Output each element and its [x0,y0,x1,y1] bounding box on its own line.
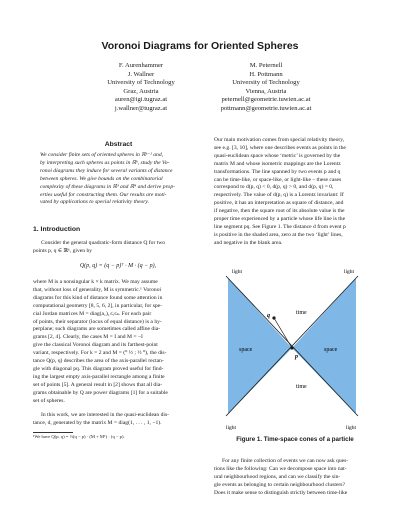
text-line: of points, their separator (locus of equal distance) is a hy- [33,318,162,325]
text-line: set of spheres. [33,397,65,404]
author-email: pottmann@geometrie.tuwien.ac.at [220,104,312,112]
text-line: line segment pq. See Figure 1. The distance d from event p [214,223,346,230]
point-p-marker [290,346,293,349]
text-line: variant, respectively. For k = 2 and M = (⁰ ½ ; ½ ⁰), the dis- [33,350,167,357]
text-line: Does it make sense to distinguish strictly between time-like [214,489,348,496]
text-line: diagrams for this kind of distance found some attention in [33,294,163,301]
text-line: For any finite collection of events we can now ask ques- [222,458,349,464]
text-line: transformations. The line spanned by two events p and q [214,168,341,175]
text-line: Our main motivation comes from special relativity theory, [214,137,345,143]
text-line: tance, d, generated by the matrix M = diag(1, . . . , 1, −1). [33,419,162,426]
abstract-line: complexity of these diagrams in ℝ³ and ℝ⁴ and derive prop- [40,183,176,190]
text-line: grams [2, 4]. Clearly, the cases M = I and M = −I [33,334,143,341]
space-label: space [239,347,253,353]
time-label: time [296,310,307,316]
text-line: gle with diagonal pq. This diagram proved useful for find- [33,365,164,372]
text-line: cial Jordan matrices M = diag(a₁)₁≤ᵢ≤ₖ. For each pair [33,310,152,317]
abstract-line: between spheres. We give bounds on the combinatorial [40,175,163,182]
time-label: time [296,384,307,390]
abstract-text [40,152,200,207]
author-affiliation: University of Technology [232,79,300,86]
author-city: Graz, Austria [123,87,159,95]
text-line: positive, it has an interpretation as square of distance, and [214,200,344,207]
abstract-line: by interpreting such spheres as points in ℝᵏ, study the Vo- [40,159,170,166]
light-label: light [232,269,243,275]
text-line: respectively. The value of d(p, q) is a Lorentz invariant: If [214,192,344,199]
text-line: Consider the general quadratic-form distance Q for two [41,240,166,246]
point-q-marker [272,316,275,319]
abstract-line: We consider finite sets of oriented spheres in ℝᵏ⁻¹ and, [40,152,164,158]
equation: Q(p, q) = (q − p)ᵀ · M · (q − p), [79,263,157,269]
text-line: proper time experienced by a particle whose life line is the [214,216,346,223]
author-block-right [181,62,351,113]
section-heading: 1. Introduction [33,226,81,233]
author-name: M. Peternell [249,62,283,69]
time-space-cones-figure [214,248,374,458]
point-q-label: q [267,313,270,319]
text-line: give the classical Voronoi diagram and its farthest-point [33,342,158,349]
intro-paragraph [33,240,203,256]
figure-caption: Figure 1. Time-space cones of a particle [236,436,354,443]
text-line: ing the largest empty axis-parallel rectangle among a finite [33,373,165,380]
text-line: correspond to d(p, q) < 0, d(p, q) > 0, and d(p, q) = 0, [214,184,334,191]
space-region-right [292,278,356,414]
abstract-line: erties useful for constructing them. Our results are moti- [40,191,167,198]
light-label: light [344,269,355,275]
author-name: F. Aurenhammer [118,62,164,69]
abstract-line: vated by applications to special relativity theory. [40,199,150,206]
author-name: J. Wallner [127,70,155,78]
text-line: that, without loss of generality, M is symmetric.¹ Voronoi [33,286,162,293]
text-line: where M is a nonsingular k × k matrix. We may assume [33,279,158,285]
intro-paragraph [33,412,203,428]
text-line: ural neighbourhood regions, and can we classify the sin- [214,473,341,480]
text-line: grams obtainable by Q are power diagrams [1] for a suitable [33,389,168,396]
light-label: light [226,425,237,431]
author-email: j.wallner@tugraz.at [114,104,168,112]
text-line: points p, q ∈ ℝᵏ, given by [33,247,93,254]
text-line: In this work, we are interested in the quasi-euclidean dis- [41,412,169,418]
text-line: if negative, then the square root of its absolute value is the [214,208,345,215]
text-line: matrix M and whose isometric mappings are the Lorentz [214,160,341,167]
space-region-left [228,278,292,414]
author-city: Vienna, Austria [245,87,287,95]
body-paragraph [214,137,370,248]
text-line: can be time-like, or space-like, or light-like – these cases [214,176,342,183]
text-line: see e.g. [3, 10], where one describes events as points in the [214,144,346,151]
text-line: tions like the following: Can we decompose space into nat- [214,465,347,472]
body-paragraph [214,458,370,498]
text-line: perplane; such diagrams are sometimes called affine dia- [33,326,161,333]
text-line: quasi-euclidean space whose ‘metric’ is governed by the [214,152,341,159]
text-line: gle events as belonging to certain neighbourhood clusters? [214,481,345,488]
author-email: peternell@geometrie.tuwien.ac.at [221,96,311,103]
point-p-label: p [295,354,298,360]
text-line: and negative in the blank area. [214,239,283,246]
author-email: auren@igi.tugraz.at [114,96,168,103]
author-affiliation: University of Technology [107,79,175,86]
space-label: space [324,347,338,353]
text-line: tance Q(p, q) describes the area of the axis-parallel rectan- [33,358,164,365]
light-label: light [346,425,357,431]
author-name: H. Pottmann [249,70,283,78]
abstract-line: ronoi diagrams they induce for several variants of distance [40,167,173,174]
intro-paragraph [33,279,203,406]
text-line: is positive in the shaded area, zero at the two ‘light’ lines, [214,231,343,238]
text-line: computational geometry [8, 5, 6, 2], in particular, for spe- [33,302,163,309]
footnote: ¹We have Q(p, q) = ½(q − p) · (M + Mᵀ) · (q − p). [33,434,125,439]
text-line: set of points [5]. A general result in [2] shows that all dia- [33,381,163,388]
abstract-heading: Abstract [104,141,133,148]
footnote-rule [33,432,73,433]
paper-title: Voronoi Diagrams for Oriented Spheres [101,40,299,52]
